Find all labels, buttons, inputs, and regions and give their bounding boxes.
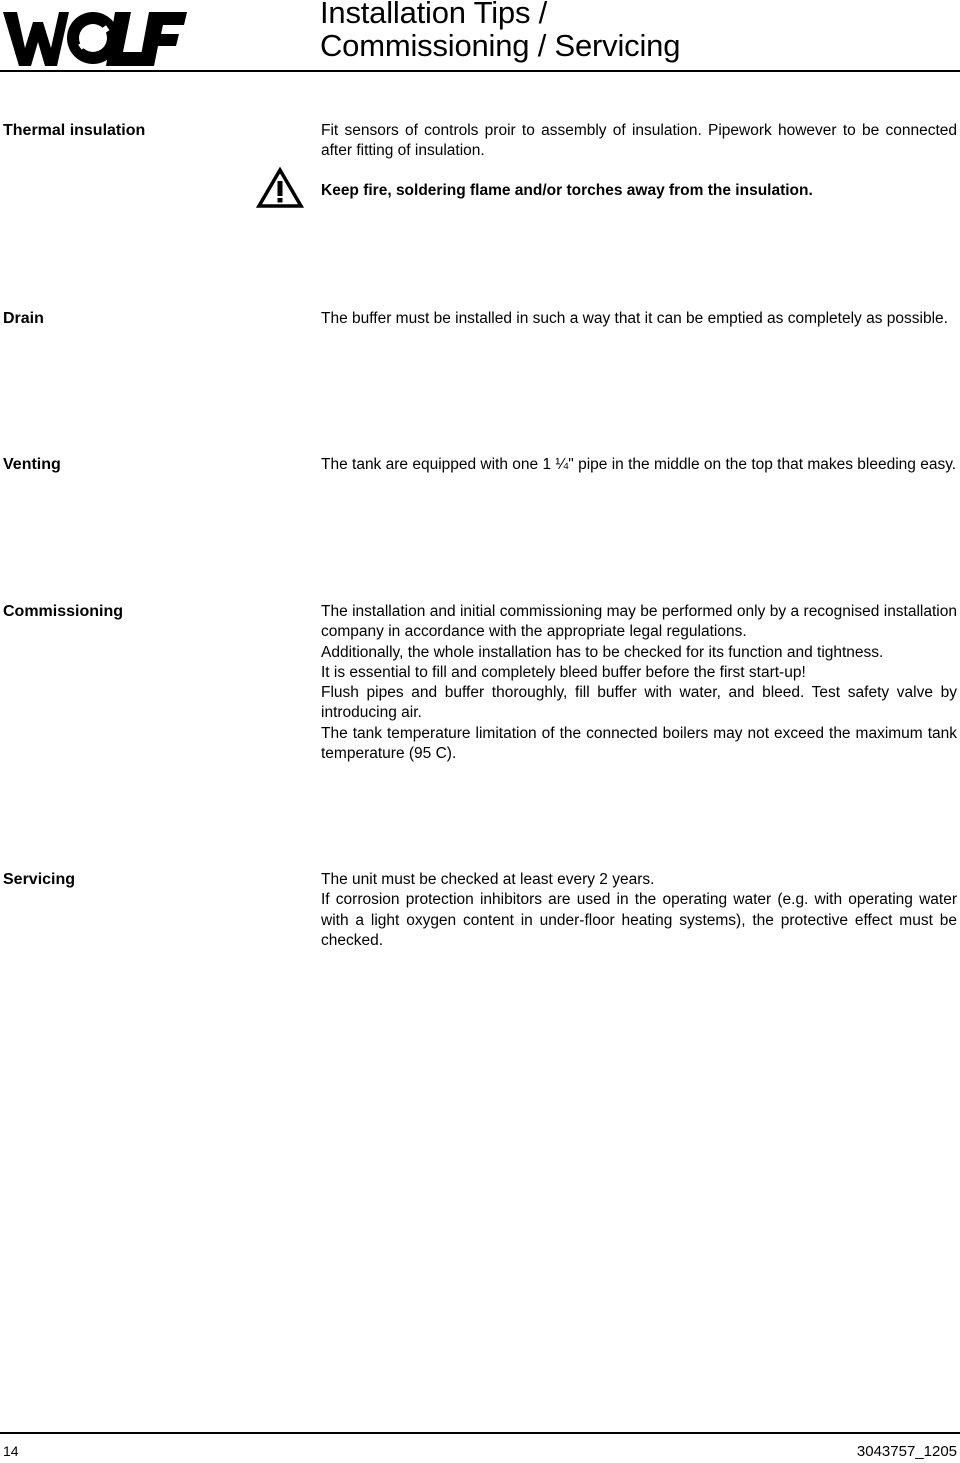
commissioning-paragraph: Additionally, the whole installation has to be checked for its function and tightness. [321,643,884,661]
commissioning-paragraph: The installation and initial commissioning may be performed only by a recognised installation company in accordance with the appropriate legal regulations. [321,603,957,641]
commissioning-paragraph: It is essential to fill and completely bleed buffer before the first start-up! [321,663,806,681]
drain-paragraph: The buffer must be installed in such a way that it can be emptied as completely as possible. [321,310,948,327]
page-number: 14 [3,1443,19,1459]
servicing-paragraph: If corrosion protection inhibitors are used in the operating water (e.g. with operating water with a light oxygen content in under-floor heating systems), the protective effect must be checked. [321,891,957,949]
section-label-thermal-insulation: Thermal insulation [3,122,146,139]
section-text-venting [321,455,957,475]
section-label-venting: Venting [3,456,61,473]
section-label-servicing: Servicing [3,871,76,888]
thermal-insulation-paragraph: Fit sensors of controls proir to assembly of insulation. Pipework however to be connected after fitting of insulation. [321,122,957,160]
page-title-line-2: Commissioning / Servicing [320,28,681,63]
section-label-commissioning: Commissioning [3,603,124,620]
warning-triangle-icon [256,167,304,209]
commissioning-paragraph: Flush pipes and buffer thoroughly, fill buffer with water, and bleed. Test safety valve by introducing air. [321,684,957,722]
page-title [320,0,680,62]
section-text-commissioning [321,602,957,764]
section-text-drain [321,309,957,329]
section-text-thermal-insulation [321,121,957,162]
header-divider [0,70,960,72]
section-label-drain: Drain [3,310,44,327]
warning-text: Keep fire, soldering flame and/or torches away from the insulation. [321,182,813,199]
venting-paragraph: The tank are equipped with one 1 ¼" pipe in the middle on the top that makes bleeding easy. [321,456,957,473]
footer-divider [0,1432,960,1434]
commissioning-paragraph: The tank temperature limitation of the connected boilers may not exceed the maximum tank temperature (95 C). [321,724,957,763]
document-number: 3043757_1205 [856,1443,957,1460]
page-title-line-1: Installation Tips / [320,0,548,30]
servicing-paragraph: The unit must be checked at least every 2 years. [321,871,655,888]
section-text-servicing [321,870,957,951]
wolf-logo [3,8,187,68]
